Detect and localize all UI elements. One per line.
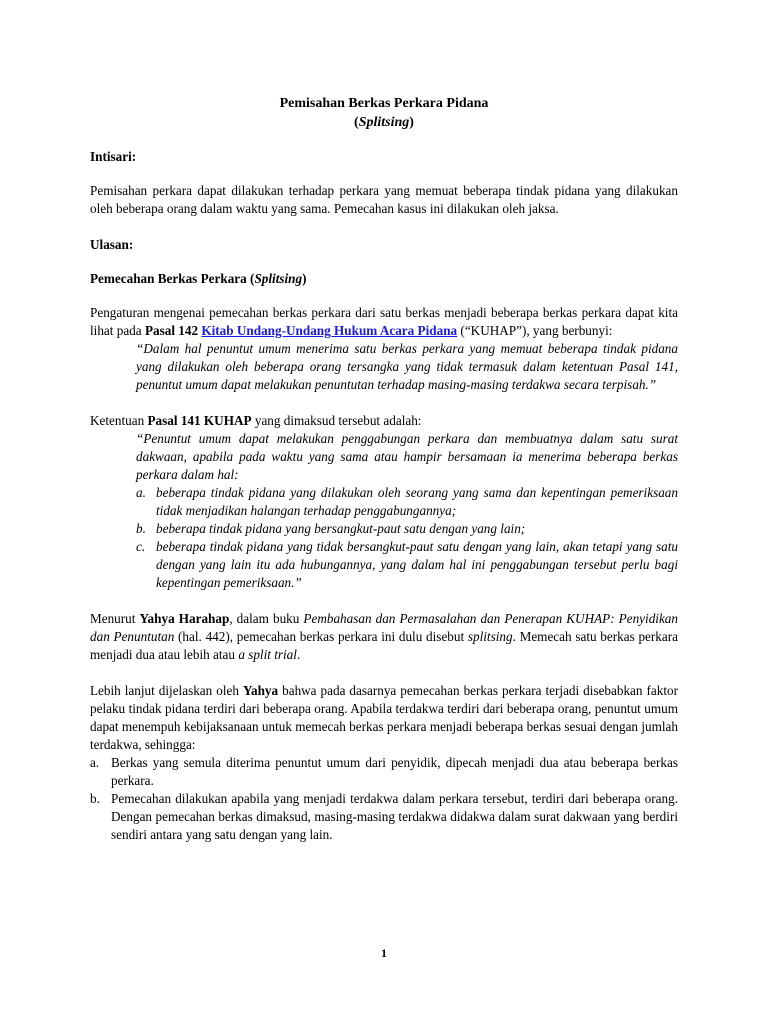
quote-pasal-141-list [136,484,678,592]
quote-pasal-142: “Dalam hal penuntut umum menerima satu berkas perkara yang memuat beberapa tindak pidana yang dilakukan oleh beberapa orang tersangka yang tidak termasuk dalam ketentuan Pasal 141, penuntut umum dapat melakukan penuntutan terhadap masing-masing terdakwa secara terpisah.” [136,341,678,392]
paragraph-yahya-harahap: Menurut Yahya Harahap, dalam buku Pembahasan dan Permasalahan dan Penerapan KUHAP: Penyidikan dan Penuntutan (hal. 442), pemecahan berkas perkara ini dulu disebut splitsing. Memecah satu berkas perkara menjadi dua atau lebih atau a split trial. [90,611,678,662]
list-item: a. Berkas yang semula diterima penuntut umum dari penyidik, dipecah menjadi dua atau beberapa berkas perkara. [90,755,678,788]
list-item: b. beberapa tindak pidana yang bersangkut-paut satu dengan yang lain; [136,521,526,536]
consequence-list [90,754,678,844]
document-subtitle: (Splitsing) [354,115,414,130]
intisari-text: Pemisahan perkara dapat dilakukan terhadap perkara yang memuat beberapa tindak pidana yang dilakukan oleh beberapa orang dalam waktu yang sama. Pemecahan kasus ini dilakukan oleh jaksa. [90,183,678,216]
document-title: Pemisahan Berkas Perkara Pidana [279,96,489,111]
intisari-heading: Intisari: [90,149,137,164]
list-item: c. beberapa tindak pidana yang tidak bersangkut-paut satu dengan yang lain, akan tetapi yang satu dengan yang lain itu ada hubungannya, yang dalam hal ini penggabungan tersebut perlu bagi kepentingan pemeriksaan.” [136,539,678,590]
subtitle-italic: Splitsing [358,115,410,130]
kuhap-link[interactable]: Kitab Undang-Undang Hukum Acara Pidana [201,323,458,338]
paragraph-pasal-141: Ketentuan Pasal 141 KUHAP yang dimaksud tersebut adalah: [90,413,422,428]
section-title: Pemecahan Berkas Perkara (Splitsing) [90,271,307,286]
paragraph-lebih-lanjut: Lebih lanjut dijelaskan oleh Yahya bahwa pada dasarnya pemecahan berkas perkara terjadi disebabkan faktor pelaku tindak pidana terdiri dari beberapa orang. Apabila terdakwa terdiri dari beberapa orang, penuntut umum dapat menempuh kebijaksanaan untuk memecah berkas perkara menjadi beberapa berkas sesuai dengan jumlah terdakwa, sehingga: [90,683,678,752]
quote-pasal-141-intro: “Penuntut umum dapat melakukan penggabungan perkara dan membuatnya dalam satu surat dakwaan, apabila pada waktu yang sama atau hampir bersamaan ia menerima beberapa berkas perkara dalam hal: [136,431,678,482]
ulasan-heading: Ulasan: [90,237,134,252]
page-number: 1 [381,946,387,960]
paragraph-pasal-142: Pengaturan mengenai pemecahan berkas perkara dari satu berkas menjadi beberapa berkas perkara dapat kita lihat pada Pasal 142 Kitab Undang-Undang Hukum Acara Pidana (“KUHAP”), yang berbunyi: [90,305,678,338]
list-item: b. Pemecahan dilakukan apabila yang menjadi terdakwa dalam perkara tersebut, terdiri dari beberapa orang. Dengan pemecahan berkas dimaksud, masing-masing terdakwa didakwa dalam surat dakwaan yang berdiri sendiri antara yang satu dengan yang lain. [90,791,678,842]
list-item: a. beberapa tindak pidana yang dilakukan oleh seorang yang sama dan kepentingan pemeriksaan tidak menjadikan halangan terhadap penggabungannya; [136,485,678,518]
